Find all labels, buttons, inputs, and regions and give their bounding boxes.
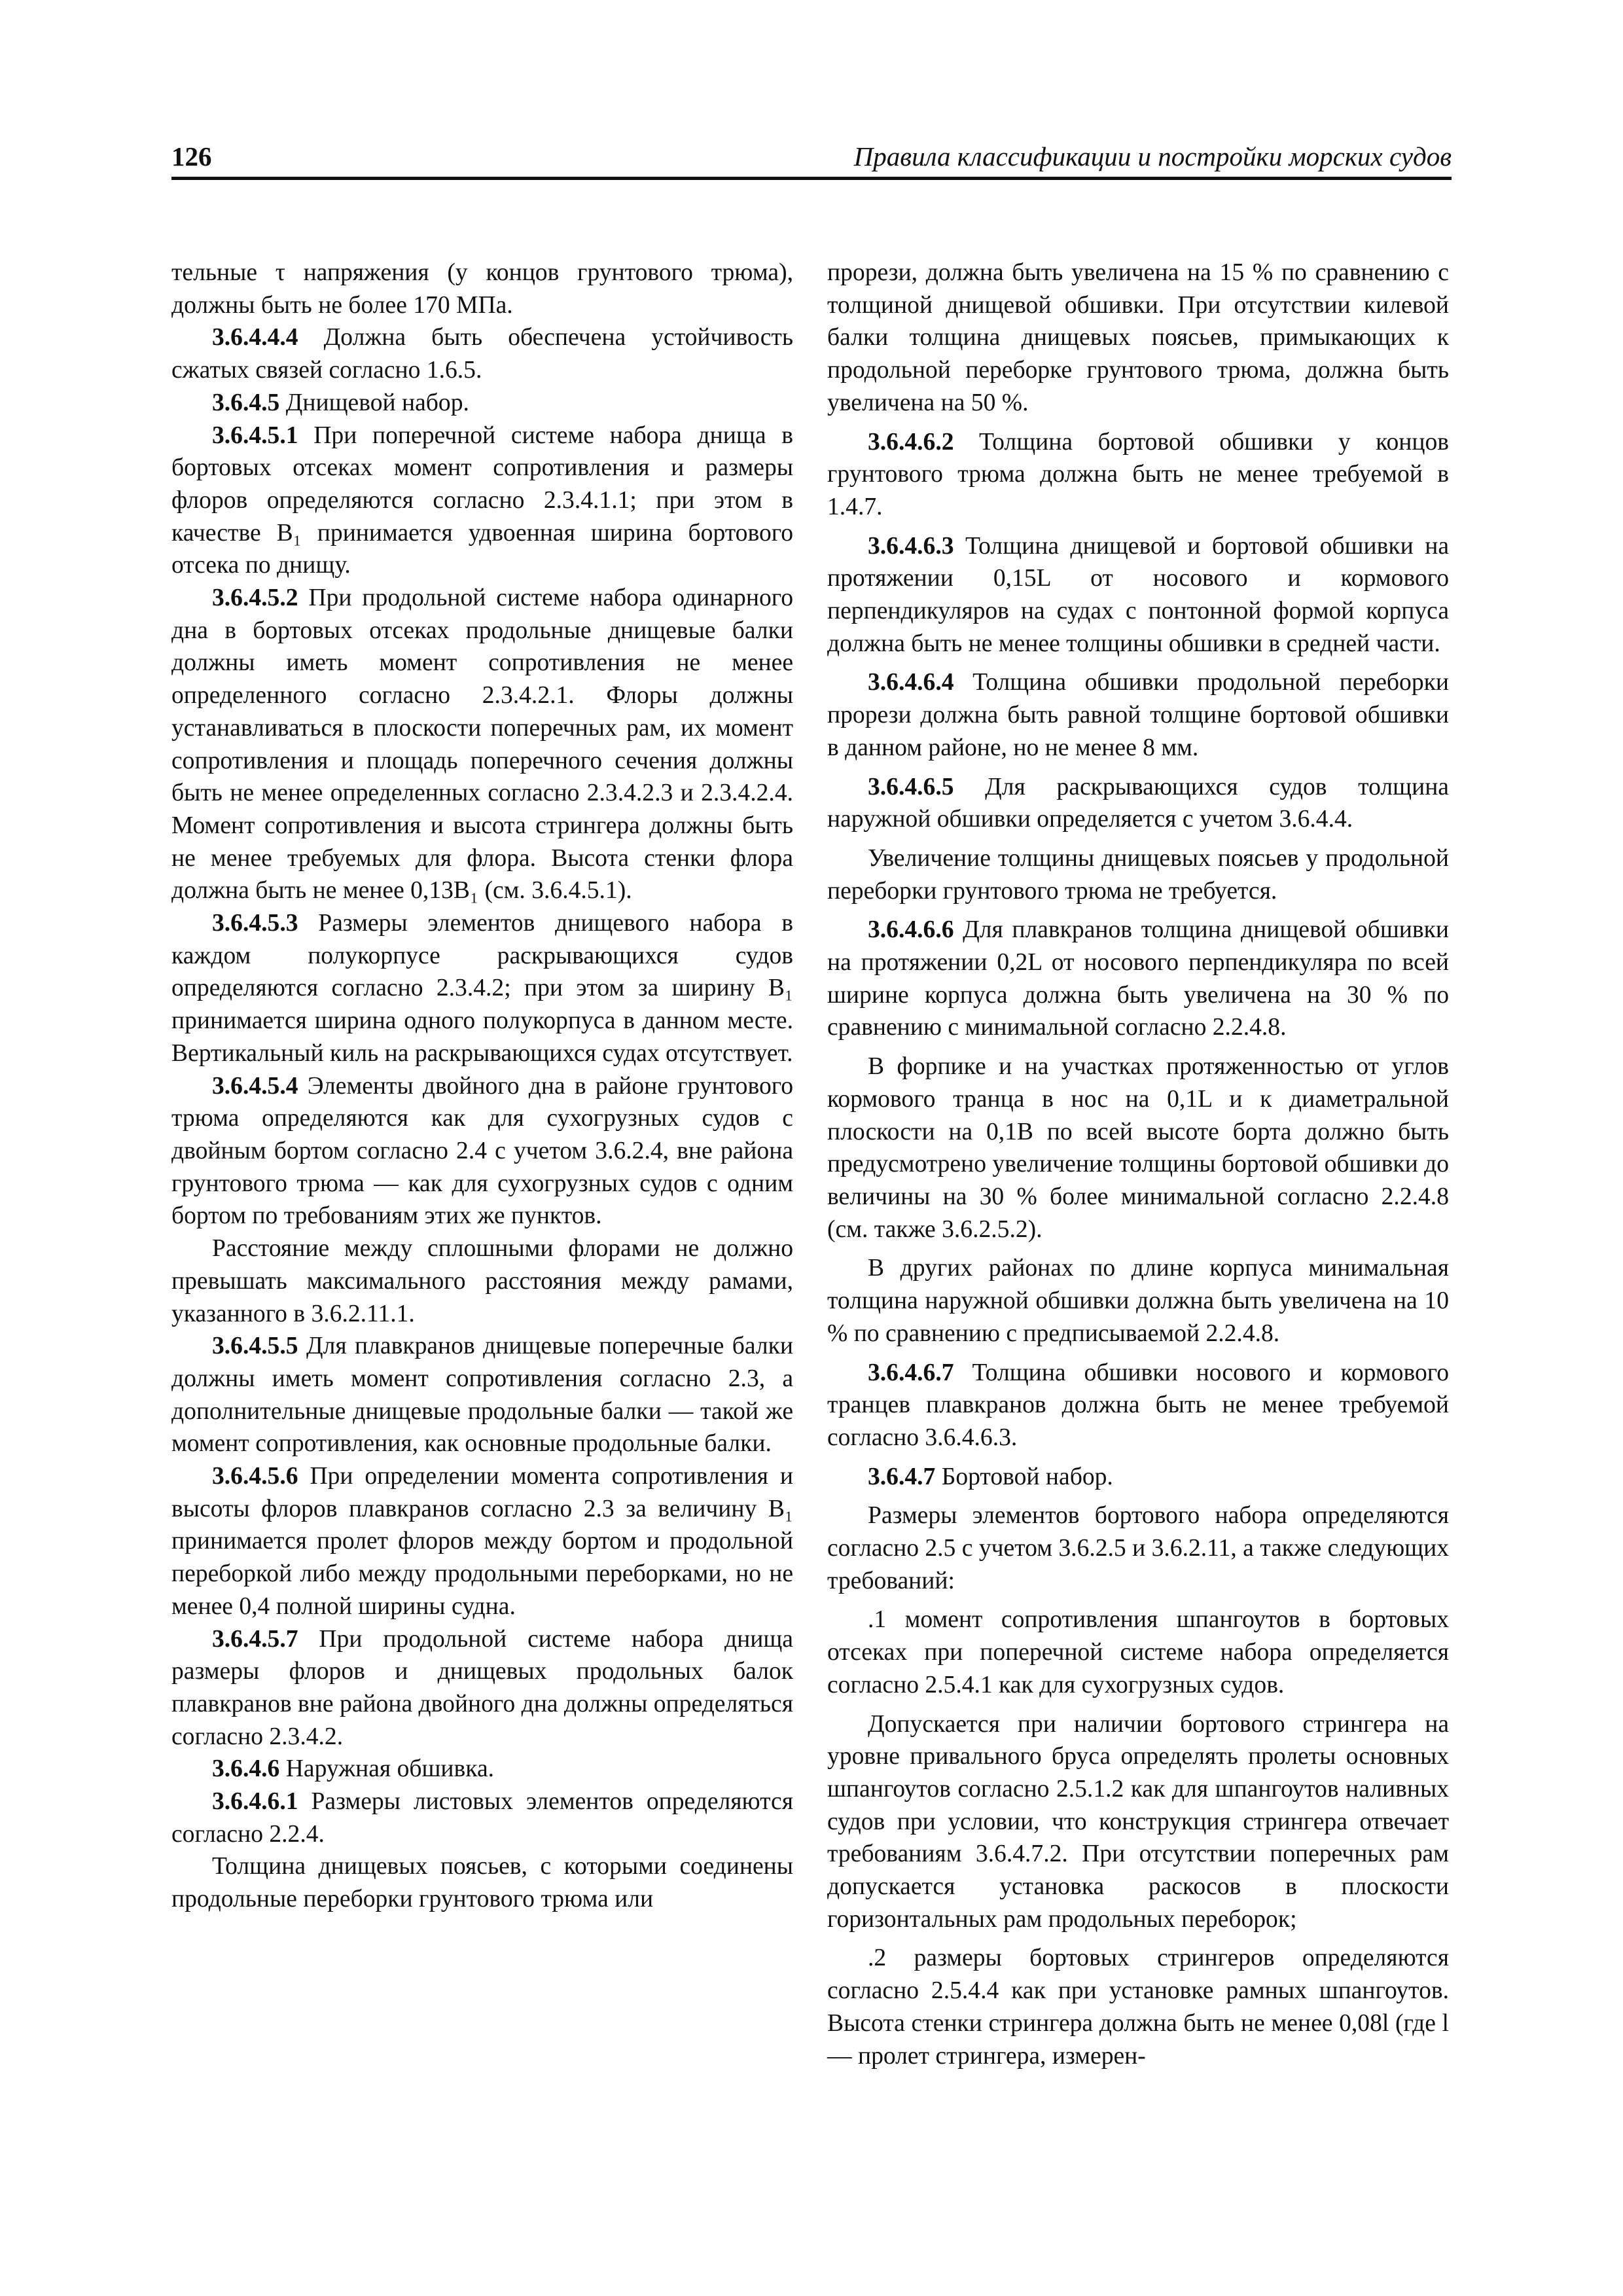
paragraph bbox=[171, 321, 793, 386]
paragraph bbox=[827, 771, 1449, 836]
paragraph bbox=[171, 1460, 793, 1623]
paragraph-text: Для плавкранов толщина днищевой обшивки на протяжении 0,2L от носового перпендикуляра по всей ширине корпуса должна быть увеличена на 30 % по сравнению с минимальной согласно 2.2.4.8. bbox=[827, 916, 1449, 1041]
clause-number: 3.6.4.5 bbox=[212, 389, 280, 416]
clause-number: 3.6.4.4.4 bbox=[212, 324, 298, 351]
section-heading bbox=[171, 1753, 793, 1785]
paragraph-text: Днищевой набор. bbox=[285, 389, 469, 416]
paragraph bbox=[171, 420, 793, 583]
paragraph-text: Размеры листовых элементов определяются согласно 2.2.4. bbox=[171, 1788, 793, 1848]
paragraph bbox=[171, 1070, 793, 1233]
paragraph: Увеличение толщины днищевых поясьев у продольной переборки грунтового трюма не требуется. bbox=[827, 844, 1449, 905]
paragraph-text: Наружная обшивка. bbox=[285, 1755, 495, 1783]
clause-number: 3.6.4.6.4 bbox=[868, 669, 954, 696]
paragraph-text: Бортовой набор. bbox=[941, 1463, 1113, 1490]
paragraph-text: Элементы двойного дна в районе грунтового трюма определяются как для сухогрузных судов с двойным бортом согласно 2.4 с учетом 3.6.2.4, вне района грунтового трюма — как для сухогрузных судов с одним бортом по требованиям этих же пунктов. bbox=[171, 1072, 794, 1230]
clause-number: 3.6.4.5.3 bbox=[212, 910, 298, 937]
clause-number: 3.6.4.6.2 bbox=[868, 428, 954, 456]
clause-number: 3.6.4.7 bbox=[868, 1463, 936, 1490]
paragraph bbox=[827, 530, 1449, 660]
paragraph: Размеры элементов бортового набора определяются согласно 2.5 с учетом 3.6.2.5 и 3.6.2.11, а также следующих требований: bbox=[827, 1502, 1449, 1594]
paragraph-text: Должна быть обеспечена устойчивость сжатых связей согласно 1.6.5. bbox=[171, 324, 793, 384]
header-rule bbox=[171, 177, 1452, 180]
paragraph: Допускается при наличии бортового стрингера на уровне привального бруса определять пролеты основных шпангоутов согласно 2.5.1.2 как для шпангоутов наливных судов при условии, что конструкция стрингера отвечает требованиям 3.6.4.7.2. При отсутствии поперечных рам допускается установка раскосов в плоскости горизонтальных рам продольных переборок; bbox=[827, 1710, 1449, 1933]
paragraph-text: Толщина днищевой и бортовой обшивки на протяжении 0,15L от носового и кормового перпендикуляров на судах с понтонной формой корпуса должна быть не менее толщины обшивки в средней части. bbox=[827, 532, 1449, 657]
section-heading bbox=[827, 1461, 1449, 1494]
clause-number: 3.6.4.5.1 bbox=[212, 422, 298, 449]
paragraph bbox=[827, 1357, 1449, 1454]
page-number: 126 bbox=[171, 141, 212, 171]
paragraph-text: Размеры элементов днищевого набора в каждом полукорпусе раскрывающихся судов определяются согласно 2.3.4.2; при этом за ширину B₁ принимается ширина одного полукорпуса в данном месте. Вертикальный киль на раскрывающихся судах отсутствует. bbox=[171, 910, 793, 1067]
paragraph-text: При продольной системе набора днища размеры флоров и днищевых продольных балок плавкранов вне района двойного дна должны определяться согласно 2.3.4.2. bbox=[171, 1625, 794, 1750]
running-title: Правила классификации и постройки морских судов bbox=[853, 141, 1452, 171]
paragraph: Расстояние между сплошными флорами не должно превышать максимального расстояния между рамами, указанного в 3.6.2.11.1. bbox=[171, 1235, 793, 1327]
clause-number: 3.6.4.6.5 bbox=[868, 773, 954, 800]
paragraph bbox=[171, 1623, 793, 1753]
paragraph: В других районах по длине корпуса минимальная толщина наружной обшивки должна быть увеличена на 10 % по сравнению с предписываемой 2.2.4.8. bbox=[827, 1255, 1449, 1347]
paragraph-text: Толщина обшивки носового и кормового транцев плавкранов должна быть не менее требуемой согласно 3.6.4.6.3. bbox=[827, 1359, 1449, 1451]
paragraph: В форпике и на участках протяженностью от углов кормового транца в нос на 0,1L и к диаметральной плоскости на 0,1B по всей высоте борта должно быть предусмотрено увеличение толщины бортовой обшивки до величины на 30 % более минимальной согласно 2.2.4.8 (см. также 3.6.2.5.2). bbox=[827, 1053, 1449, 1243]
left-column bbox=[171, 257, 793, 1916]
paragraph-text: При определении момента сопротивления и высоты флоров плавкранов согласно 2.3 за величину B₁ принимается пролет флоров между бортом и продольной переборкой либо между продольными переборками, но не менее 0,4 полной ширины судна. bbox=[171, 1463, 793, 1620]
paragraph bbox=[827, 426, 1449, 524]
clause-number: 3.6.4.5.4 bbox=[212, 1072, 298, 1100]
paragraph: тельные τ напряжения (у концов грунтового трюма), должны быть не более 170 МПа. bbox=[171, 259, 793, 319]
paragraph bbox=[171, 582, 793, 907]
clause-number: 3.6.4.5.7 bbox=[212, 1625, 298, 1653]
paragraph bbox=[171, 907, 793, 1070]
paragraph: Толщина днищевых поясьев, с которыми соединены продольные переборки грунтового трюма или bbox=[171, 1853, 793, 1913]
paragraph-text: При поперечной системе набора днища в бортовых отсеках момент сопротивления и размеры флоров определяются согласно 2.3.4.1.1; при этом в качестве B₁ принимается удвоенная ширина бортового отсека по днищу. bbox=[171, 422, 793, 579]
right-column bbox=[827, 257, 1449, 2072]
paragraph bbox=[171, 1785, 793, 1850]
clause-number: 3.6.4.6.7 bbox=[868, 1359, 954, 1386]
paragraph-text: Для плавкранов днищевые поперечные балки должны иметь момент сопротивления согласно 2.3, а дополнительные днищевые продольные балки — такой же момент сопротивления, как основные продольные балки. bbox=[171, 1333, 793, 1458]
paragraph: прорези, должна быть увеличена на 15 % по сравнению с толщиной днищевой обшивки. При отсутствии килевой балки толщина днищевых поясьев, примыкающих к продольной переборке грунтового трюма, должна быть увеличена на 50 %. bbox=[827, 259, 1449, 416]
clause-number: 3.6.4.5.2 bbox=[212, 584, 298, 612]
list-item: .1 момент сопротивления шпангоутов в бортовых отсеках при поперечной системе набора определяется согласно 2.5.4.1 как для сухогрузных судов. bbox=[827, 1606, 1449, 1698]
clause-number: 3.6.4.6.1 bbox=[212, 1788, 298, 1816]
clause-number: 3.6.4.6.3 bbox=[868, 532, 954, 560]
paragraph-text: При продольной системе набора одинарного дна в бортовых отсеках продольные днищевые балки должны иметь момент сопротивления не менее определенного согласно 2.3.4.2.1. Флоры должны устанавливаться в плоскости поперечных рам, их момент сопротивления и площадь поперечного сечения должны быть не менее определенных согласно 2.3.4.2.3 и 2.3.4.2.4. Момент сопротивления и высота стрингера должны быть не менее требуемых для флора. Высота стенки флора должна быть не менее 0,13B₁ (см. 3.6.4.5.1). bbox=[171, 584, 793, 905]
paragraph-text: Для раскрывающихся судов толщина наружной обшивки определяется с учетом 3.6.4.4. bbox=[827, 773, 1449, 833]
list-item: .2 размеры бортовых стрингеров определяются согласно 2.5.4.4 как при установке рамных шпангоутов. Высота стенки стрингера должна быть не менее 0,08l (где l — пролет стрингера, измерен- bbox=[827, 1945, 1449, 2070]
clause-number: 3.6.4.5.6 bbox=[212, 1463, 298, 1490]
paragraph-text: Толщина обшивки продольной переборки прорези должна быть равной толщине бортовой обшивки в данном районе, но не менее 8 мм. bbox=[827, 669, 1449, 761]
section-heading bbox=[171, 387, 793, 420]
clause-number: 3.6.4.5.5 bbox=[212, 1333, 298, 1360]
clause-number: 3.6.4.6 bbox=[212, 1755, 280, 1783]
paragraph bbox=[827, 666, 1449, 764]
paragraph bbox=[827, 914, 1449, 1044]
clause-number: 3.6.4.6.6 bbox=[868, 916, 954, 944]
paragraph-text: Толщина бортовой обшивки у концов грунтового трюма должна быть не менее требуемой в 1.4.7. bbox=[827, 428, 1449, 520]
paragraph bbox=[171, 1330, 793, 1460]
